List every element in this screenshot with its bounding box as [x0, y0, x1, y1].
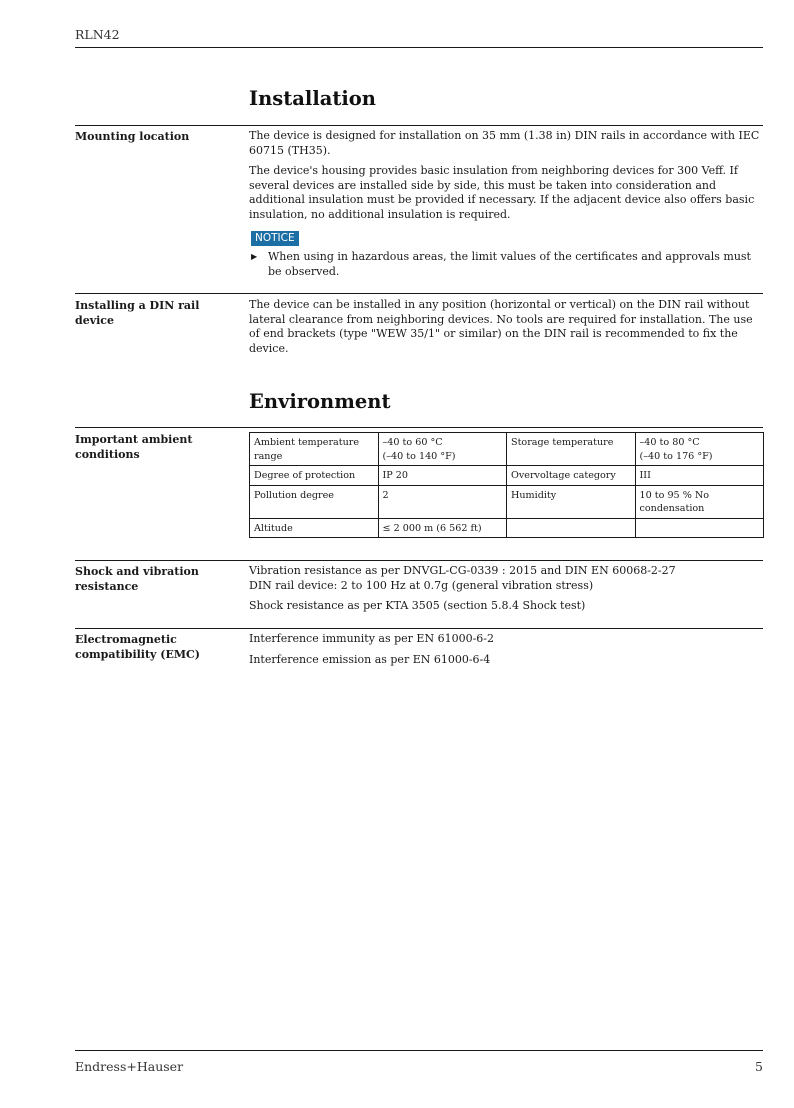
- ambient-table-value-cell: 2: [378, 485, 507, 518]
- ambient-table-parameter-cell: Ambient temperature range: [250, 433, 379, 466]
- ambient-table-parameter-cell: Overvoltage category: [507, 466, 636, 486]
- emc-divider: [75, 628, 763, 629]
- vibration-standard-line: Vibration resistance as per DNVGL-CG-0339 : 2015 and DIN EN 60068-2-27: [249, 564, 676, 577]
- document-header-title: RLN42: [75, 27, 120, 42]
- din-rail-content: [249, 298, 763, 362]
- bullet-arrow-icon: ▶: [251, 252, 258, 261]
- ambient-table-value-cell: –40 to 80 °C (–40 to 176 °F): [635, 433, 764, 466]
- din-rail-text: The device can be installed in any position (horizontal or vertical) on the DIN rail without lateral clearance from neighboring devices. No tools are required for installation. The use of end brackets (type "WEW 35/1" or similar) on the DIN rail is recommended to fix the device.: [249, 298, 753, 355]
- ambient-table-value-cell: [635, 518, 764, 538]
- shock-vibration-content: [249, 564, 763, 620]
- shock-divider: [75, 560, 763, 561]
- installation-heading: Installation: [249, 87, 376, 110]
- ambient-table-parameter-cell: [507, 518, 636, 538]
- ambient-table-value-cell: III: [635, 466, 764, 486]
- emc-emission-line: Interference emission as per EN 61000-6-4: [249, 652, 491, 666]
- installation-divider: [75, 125, 763, 126]
- ambient-table-value-cell: –40 to 60 °C (–40 to 140 °F): [378, 433, 507, 466]
- environment-divider: [75, 427, 763, 428]
- notice-text: When using in hazardous areas, the limit values of the certificates and approvals must be observed.: [268, 250, 751, 278]
- notice-bullet: [249, 250, 763, 279]
- ambient-table-row: [250, 466, 764, 486]
- ambient-table-row: [250, 433, 764, 466]
- din-rail-vibration-line: DIN rail device: 2 to 100 Hz at 0.7g (general vibration stress): [249, 578, 594, 592]
- ambient-table-value-cell: 10 to 95 % No condensation: [635, 485, 764, 518]
- emc-content: [249, 632, 763, 673]
- ambient-table-parameter-cell: Altitude: [250, 518, 379, 538]
- ambient-conditions-table-body: [250, 433, 764, 538]
- header-divider: [75, 47, 763, 48]
- mounting-location-paragraph-1: The device is designed for installation on 35 mm (1.38 in) DIN rails in accordance with IEC 60715 (TH35).: [249, 129, 760, 157]
- ambient-conditions-table: [249, 432, 764, 538]
- shock-resistance-line: Shock resistance as per KTA 3505 (section 5.8.4 Shock test): [249, 599, 586, 612]
- ambient-table-parameter-cell: Degree of protection: [250, 466, 379, 486]
- mounting-location-content: [249, 129, 763, 279]
- ambient-table-value-cell: ≤ 2 000 m (6 562 ft): [378, 518, 507, 538]
- ambient-table-parameter-cell: Storage temperature: [507, 433, 636, 466]
- mounting-location-label: Mounting location: [75, 130, 190, 143]
- din-rail-label: Installing a DIN rail device: [75, 299, 200, 327]
- ambient-table-parameter-cell: Humidity: [507, 485, 636, 518]
- footer-page-number: 5: [755, 1059, 763, 1074]
- mounting-location-paragraph-2: The device's housing provides basic insulation from neighboring devices for 300 Veff. If several devices are installed side by side, this must be taken into consideration and additional insulation must be provided if necessary. If the adjacent device also offers basic insulation, no additional insulation is required.: [249, 164, 755, 221]
- environment-heading: Environment: [249, 390, 391, 413]
- footer-divider: [75, 1050, 763, 1051]
- din-rail-divider: [75, 293, 763, 294]
- ambient-conditions-label: Important ambient conditions: [75, 433, 193, 461]
- ambient-table-parameter-cell: Pollution degree: [250, 485, 379, 518]
- ambient-table-row: [250, 518, 764, 538]
- footer-brand: Endress+Hauser: [75, 1059, 184, 1074]
- emc-immunity-line: Interference immunity as per EN 61000-6-2: [249, 632, 494, 645]
- notice-badge: NOTICE: [251, 231, 299, 246]
- emc-label: Electromagnetic compatibility (EMC): [75, 633, 201, 661]
- shock-vibration-label: Shock and vibration resistance: [75, 565, 199, 593]
- ambient-table-value-cell: IP 20: [378, 466, 507, 486]
- ambient-table-row: [250, 485, 764, 518]
